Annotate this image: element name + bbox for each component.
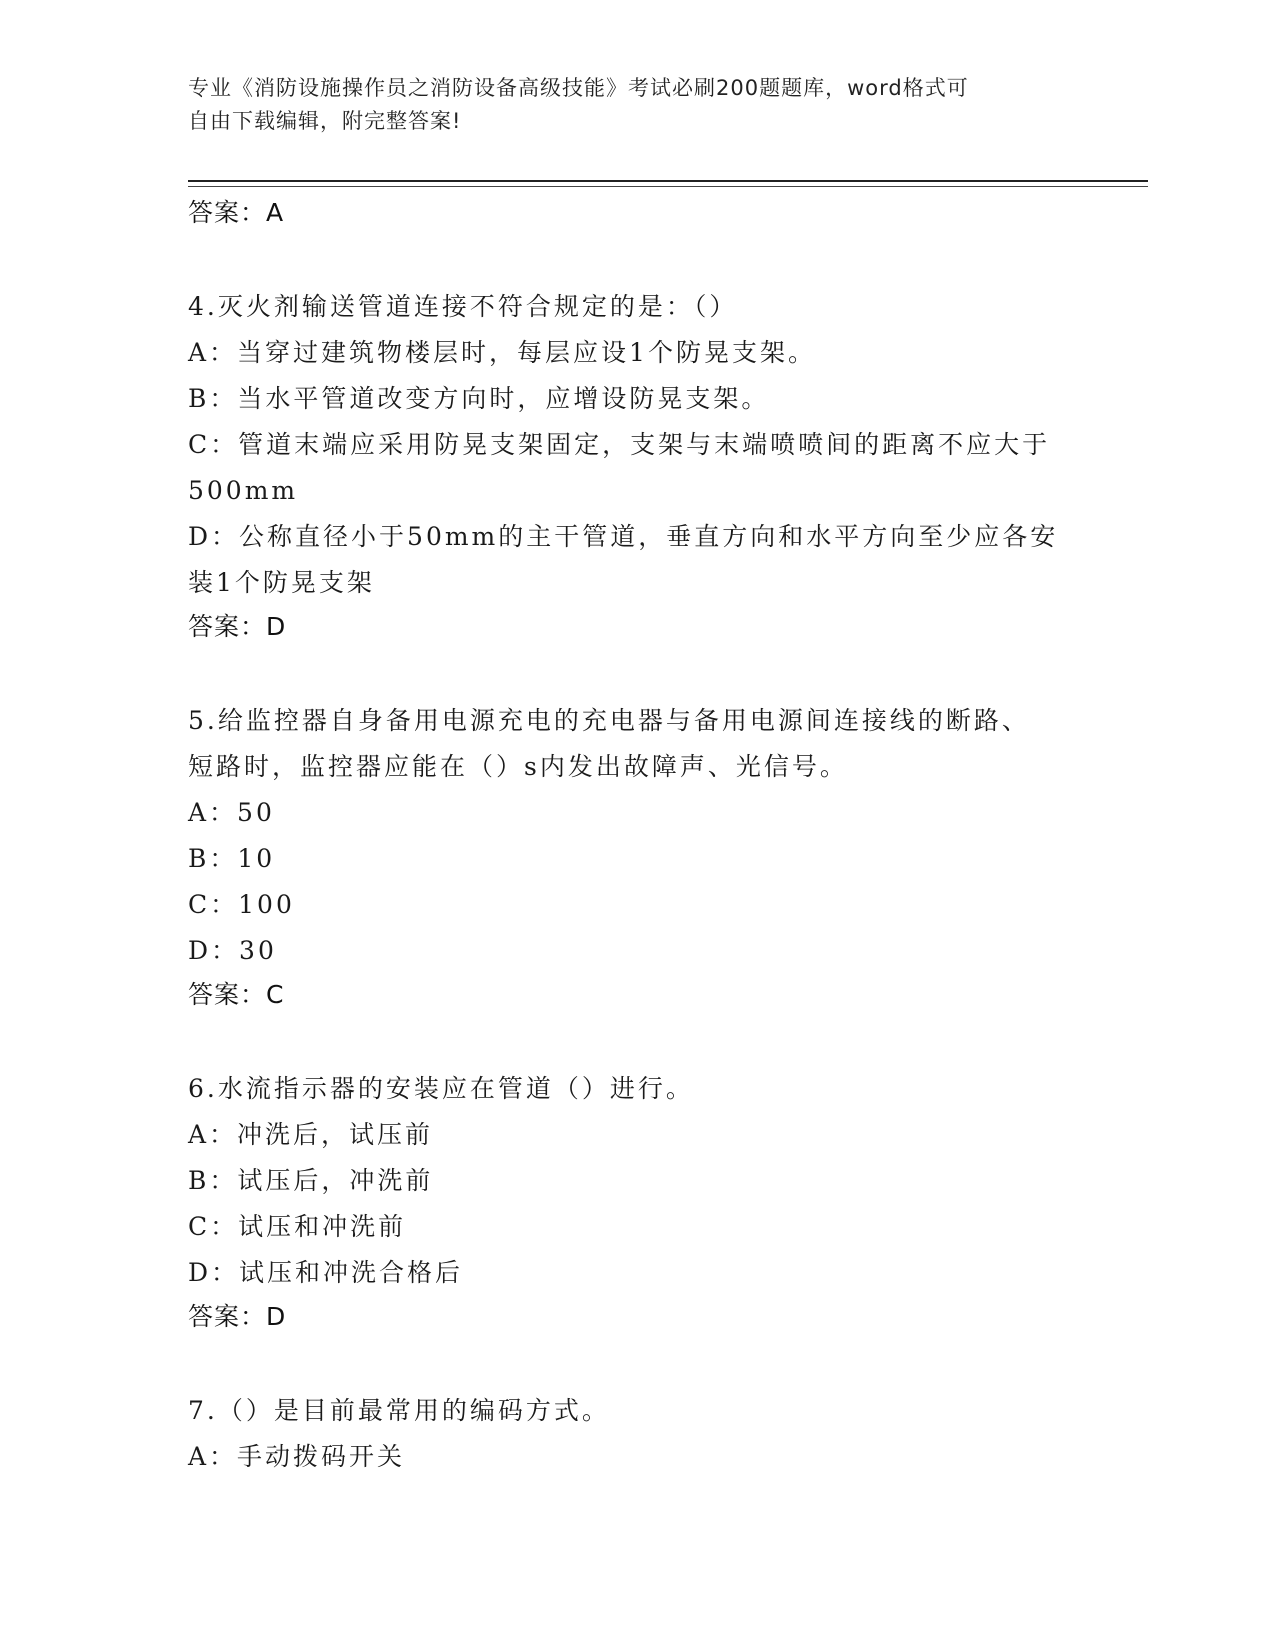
option-c: C：100 <box>188 890 295 919</box>
option-a: A：当穿过建筑物楼层时，每层应设1个防晃支架。 <box>188 338 816 367</box>
option-c-cont: 500mm <box>188 476 299 505</box>
question-block <box>188 698 1088 1016</box>
option-b: B：10 <box>188 844 276 873</box>
option-a: A：手动拨码开关 <box>188 1442 406 1471</box>
question-block <box>188 1388 1088 1480</box>
header-line-1: 专业《消防设施操作员之消防设备高级技能》考试必刷200题题库，word格式可 <box>188 76 969 100</box>
answer-line: 答案：D <box>188 612 287 641</box>
option-b: B：当水平管道改变方向时，应增设防晃支架。 <box>188 384 770 413</box>
option-a: A：冲洗后，试压前 <box>188 1120 434 1149</box>
option-d: D：30 <box>188 936 277 965</box>
question-block <box>188 284 1088 648</box>
option-a: A：50 <box>188 798 275 827</box>
answer-line: 答案：A <box>188 198 285 227</box>
header-rule-thin <box>188 186 1148 187</box>
option-c: C：管道末端应采用防晃支架固定，支架与末端喷喷间的距离不应大于 <box>188 430 1051 459</box>
answer-line: 答案：C <box>188 980 285 1009</box>
header-line-2: 自由下载编辑，附完整答案! <box>188 109 462 133</box>
option-d: D：公称直径小于50mm的主干管道，垂直方向和水平方向至少应各安 <box>188 522 1059 551</box>
header-rule-thick <box>188 180 1148 182</box>
question-stem: 5.给监控器自身备用电源充电的充电器与备用电源间连接线的断路、 <box>188 706 1030 735</box>
question-stem-cont: 短路时，监控器应能在（）s内发出故障声、光信号。 <box>188 752 848 781</box>
question-block <box>188 1066 1088 1338</box>
question-stem: 4.灭火剂输送管道连接不符合规定的是：（） <box>188 292 738 321</box>
option-d: D：试压和冲洗合格后 <box>188 1258 464 1287</box>
page-content <box>188 190 1088 1480</box>
answer-line: 答案：D <box>188 1302 287 1331</box>
option-c: C：试压和冲洗前 <box>188 1212 407 1241</box>
document-header <box>188 72 1068 138</box>
option-d-cont: 装1个防晃支架 <box>188 568 375 597</box>
question-stem: 6.水流指示器的安装应在管道（）进行。 <box>188 1074 694 1103</box>
question-stem: 7.（）是目前最常用的编码方式。 <box>188 1396 610 1425</box>
option-b: B：试压后，冲洗前 <box>188 1166 434 1195</box>
